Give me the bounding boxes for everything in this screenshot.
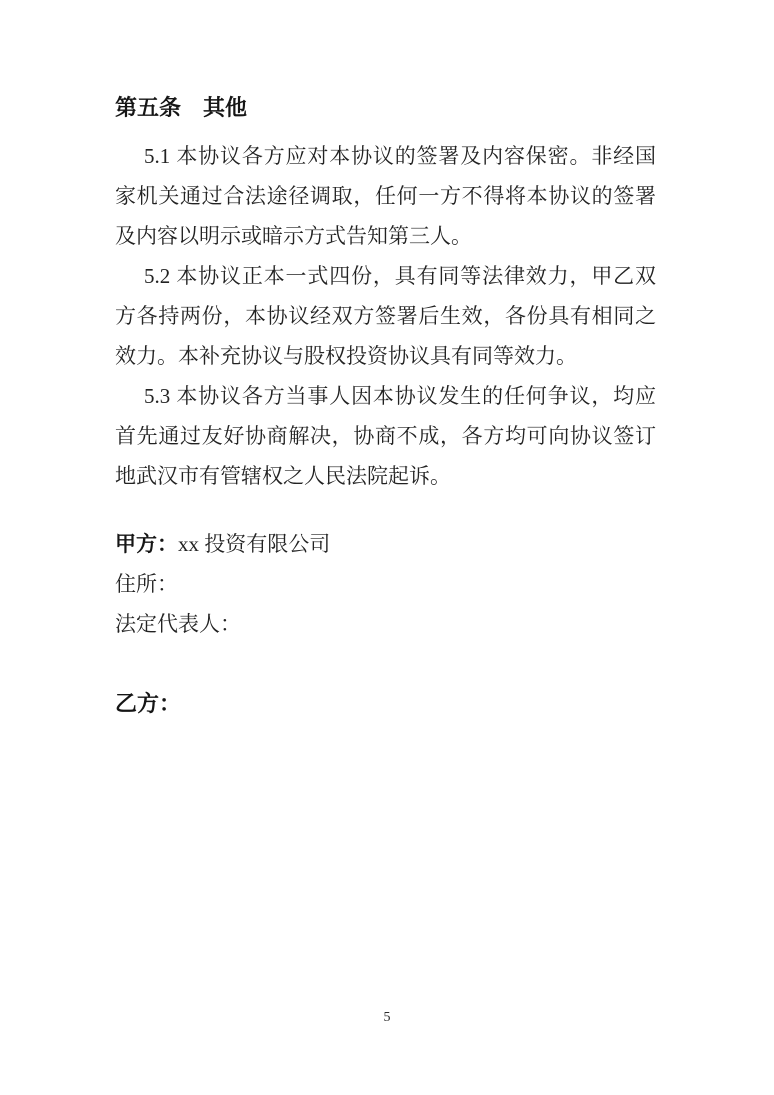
clause-5-2: 5.2 本协议正本一式四份，具有同等法律效力，甲乙双方各持两份，本协议经双方签署后生效，各份具有相同之效力。本补充协议与股权投资协议具有同等效力。 [115, 264, 656, 368]
address-label: 住所： [115, 572, 178, 596]
party-a-line [115, 524, 656, 564]
document-content [115, 88, 656, 724]
party-b-label: 乙方： [115, 691, 182, 716]
section-title: 其他 [203, 95, 248, 120]
page-number: 5 [383, 1010, 391, 1025]
legal-representative-label: 法定代表人： [115, 612, 241, 636]
clause-5-1: 5.1 本协议各方应对本协议的签署及内容保密。非经国家机关通过合法途径调取，任何一方不得将本协议的签署及内容以明示或暗示方式告知第三人。 [115, 144, 656, 248]
section-number: 第五条 [115, 95, 182, 120]
party-a-value: xx 投资有限公司 [178, 532, 331, 556]
party-a-label: 甲方： [115, 532, 178, 556]
signature-block [115, 524, 656, 724]
section-heading [115, 88, 656, 128]
clause-5-3: 5.3 本协议各方当事人因本协议发生的任何争议，均应首先通过友好协商解决，协商不成，各方均可向协议签订地武汉市有管辖权之人民法院起诉。 [115, 384, 656, 488]
